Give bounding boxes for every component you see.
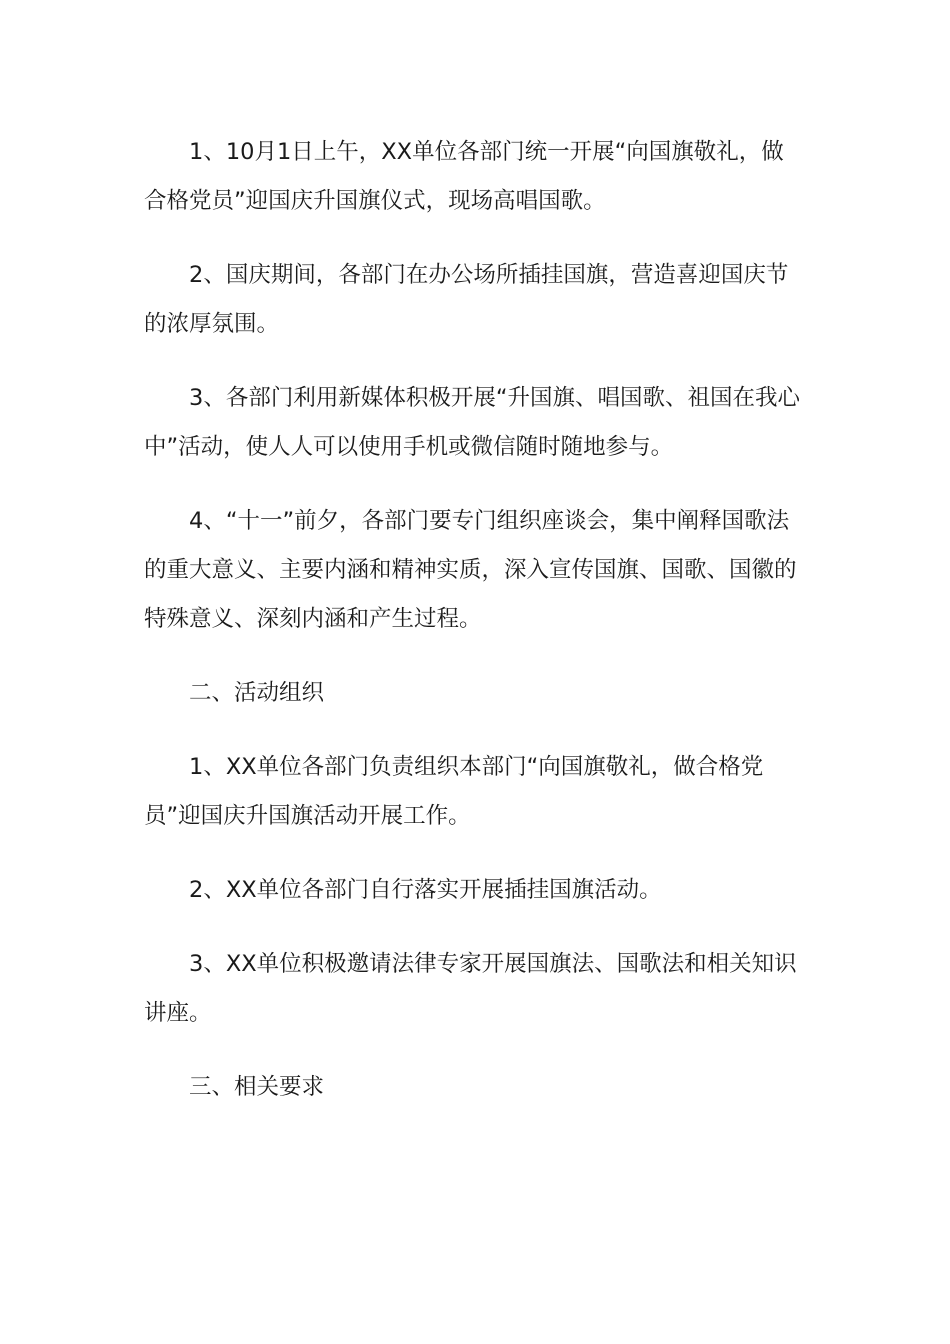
paragraph-item-4: 4、“十一”前夕，各部门要专门组织座谈会，集中阐释国歌法的重大意义、主要内涵和精神实质，深入宣传国旗、国歌、国徽的特殊意义、深刻内涵和产生过程。 [144,508,797,632]
paragraph-item-2: 2、国庆期间，各部门在办公场所插挂国旗，营造喜迎国庆节的浓厚氛围。 [144,262,789,337]
organization-item-2: 2、XX单位各部门自行落实开展插挂国旗活动。 [189,877,662,903]
organization-item-3: 3、XX单位积极邀请法律专家开展国旗法、国歌法和相关知识讲座。 [144,951,797,1026]
section-heading-activity-organization: 二、活动组织 [189,680,325,706]
paragraph-item-3: 3、各部门利用新媒体积极开展“升国旗、唱国歌、祖国在我心中”活动，使人人可以使用手机或微信随时随地参与。 [144,385,800,460]
section-heading-requirements: 三、相关要求 [189,1074,325,1100]
document-body [144,128,806,1137]
paragraph-item-1: 1、10月1日上午，XX单位各部门统一开展“向国旗敬礼，做合格党员”迎国庆升国旗仪式，现场高唱国歌。 [144,139,784,214]
organization-item-1: 1、XX单位各部门负责组织本部门“向国旗敬礼，做合格党员”迎国庆升国旗活动开展工作。 [144,754,764,829]
